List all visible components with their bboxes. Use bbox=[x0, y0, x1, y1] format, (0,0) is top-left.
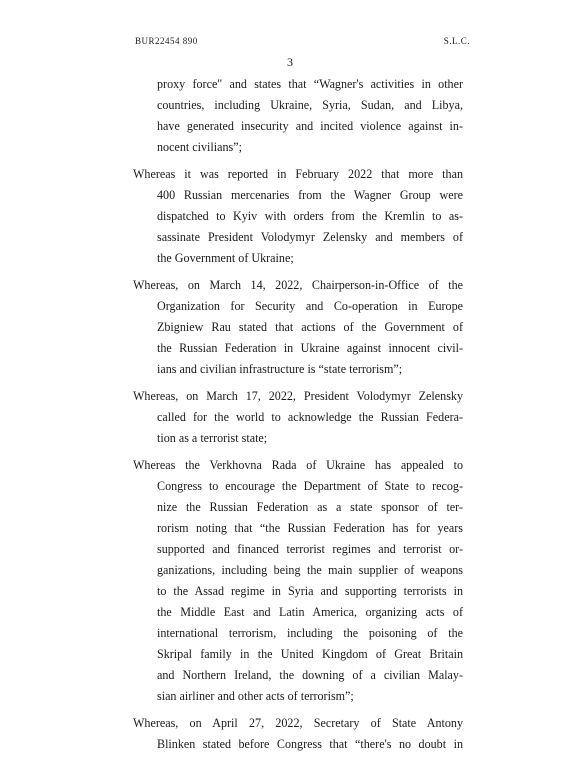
text-line: called for the world to acknowledge the Russian Federa- bbox=[157, 410, 463, 424]
text-line: nize the Russian Federation as a state sponsor of ter- bbox=[157, 500, 463, 514]
text-line: sassinate President Volodymyr Zelensky and members of bbox=[157, 230, 463, 244]
text-line: nocent civilians”; bbox=[157, 140, 242, 154]
text-line: Zbigniew Rau stated that actions of the Government of bbox=[157, 320, 463, 334]
text-line: 400 Russian mercenaries from the Wagner Group were bbox=[157, 188, 463, 202]
text-line: Whereas the Verkhovna Rada of Ukraine has appealed to bbox=[133, 458, 463, 472]
text-line: supported and financed terrorist regimes and terrorist or- bbox=[157, 542, 463, 556]
text-line: Whereas, on March 14, 2022, Chairperson-in-Office of the bbox=[133, 278, 463, 292]
text-line: Blinken stated before Congress that “there's no doubt in bbox=[157, 737, 463, 751]
text-line: have generated insecurity and incited violence against in- bbox=[157, 119, 463, 133]
text-line: Congress to encourage the Department of State to recog- bbox=[157, 479, 463, 493]
text-line: countries, including Ukraine, Syria, Sudan, and Libya, bbox=[157, 98, 463, 112]
page-number: 3 bbox=[287, 55, 293, 69]
text-line: tion as a terrorist state; bbox=[157, 431, 268, 445]
text-line: the Middle East and Latin America, organizing acts of bbox=[157, 605, 463, 619]
text-line: Whereas it was reported in February 2022 that more than bbox=[133, 167, 463, 181]
whereas-clause bbox=[133, 386, 463, 449]
document-id: BUR22454 890 bbox=[135, 36, 198, 46]
text-line: ganizations, including being the main supplier of weapons bbox=[157, 563, 463, 577]
text-line: international terrorism, including the poisoning of the bbox=[157, 626, 463, 640]
whereas-clause bbox=[133, 275, 463, 380]
paragraph-continuation bbox=[133, 74, 463, 158]
text-line: rorism noting that “the Russian Federation has for years bbox=[157, 521, 463, 535]
text-line: Skripal family in the United Kingdom of Great Britain bbox=[157, 647, 463, 661]
text-line: and Northern Ireland, the downing of a civilian Malay- bbox=[157, 668, 463, 682]
text-line: Organization for Security and Co-operation in Europe bbox=[157, 299, 463, 313]
text-line: Whereas, on April 27, 2022, Secretary of State Antony bbox=[133, 716, 463, 730]
whereas-clause bbox=[133, 455, 463, 707]
text-line: the Russian Federation in Ukraine against innocent civil- bbox=[157, 341, 463, 355]
document-body bbox=[133, 74, 463, 761]
text-line: ians and civilian infrastructure is “state terrorism”; bbox=[157, 362, 403, 376]
text-line: the Government of Ukraine; bbox=[157, 251, 294, 265]
text-line: proxy force" and states that “Wagner's activities in other bbox=[157, 77, 463, 91]
text-line: to the Assad regime in Syria and supporting terrorists in bbox=[157, 584, 463, 598]
text-line: Whereas, on March 17, 2022, President Volodymyr Zelensky bbox=[133, 389, 463, 403]
office-code: S.L.C. bbox=[443, 36, 470, 46]
whereas-clause bbox=[133, 164, 463, 269]
text-line: dispatched to Kyiv with orders from the Kremlin to as- bbox=[157, 209, 463, 223]
text-line: sian airliner and other acts of terrorism”; bbox=[157, 689, 354, 703]
whereas-clause bbox=[133, 713, 463, 755]
